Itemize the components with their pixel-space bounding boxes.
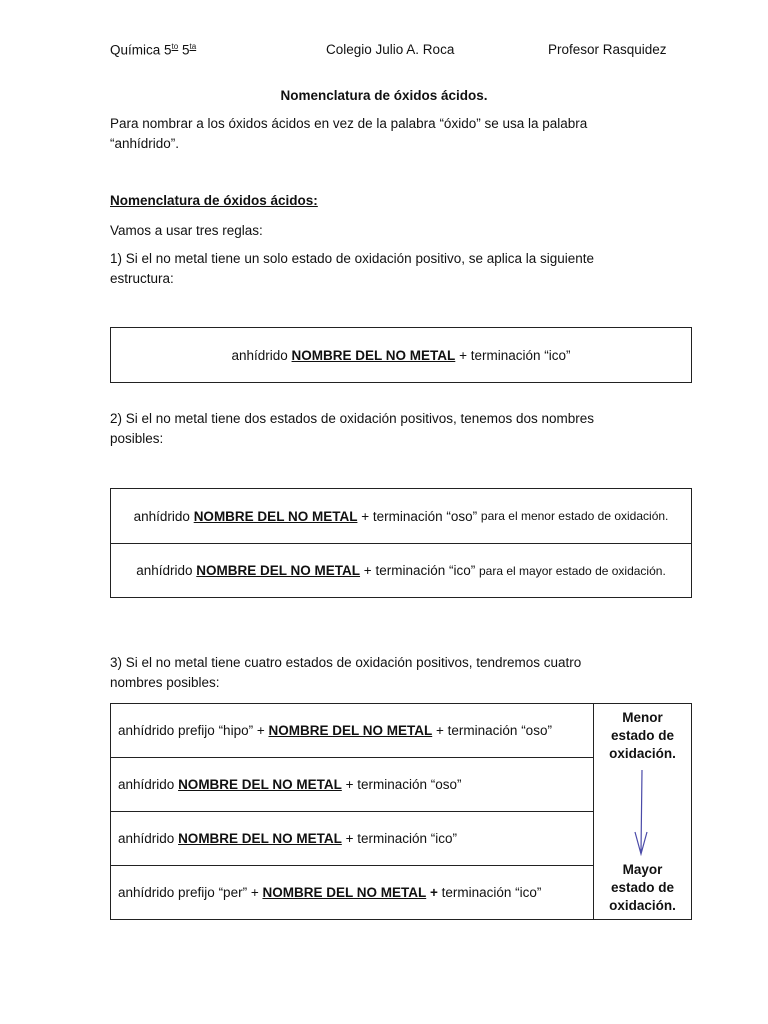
side-label-mayor: Mayor estado de oxidación. xyxy=(609,862,676,913)
rules-intro: Vamos a usar tres reglas: xyxy=(110,223,263,238)
subheading: Nomenclatura de óxidos ácidos: xyxy=(110,193,318,208)
rule1-text: estructura: xyxy=(110,271,174,286)
rule1-text: 1) Si el no metal tiene un solo estado de oxidación positivo, se aplica la siguiente xyxy=(110,251,595,266)
rule3-row-oso: anhídrido NOMBRE DEL NO METAL + terminación “oso” xyxy=(111,758,593,812)
page-title: Nomenclatura de óxidos ácidos. xyxy=(280,88,488,103)
rule3-text: 3) Si el no metal tiene cuatro estados de oxidación positivos, tendremos cuatro xyxy=(110,655,582,670)
rule2-box xyxy=(110,488,692,598)
side-label-menor: Menor estado de oxidación. xyxy=(609,710,676,761)
arrow-down-icon xyxy=(630,768,654,858)
rule3-row-ico: anhídrido NOMBRE DEL NO METAL + terminación “ico” xyxy=(111,812,593,866)
intro-line: “anhídrido”. xyxy=(110,136,180,151)
rule2-text: 2) Si el no metal tiene dos estados de oxidación positivos, tenemos dos nombres xyxy=(110,411,595,426)
rule1-box xyxy=(110,327,692,383)
header-subject: Química $5^{to}$ $5^{ta}$ xyxy=(110,42,197,58)
header-teacher: Profesor Rasquidez xyxy=(548,42,667,57)
rule2-formula-oso: anhídrido NOMBRE DEL NO METAL + terminación “oso” para el menor estado de oxidación. xyxy=(111,489,691,544)
rule2-formula-ico: anhídrido NOMBRE DEL NO METAL + terminación “ico” para el mayor estado de oxidación. xyxy=(136,563,666,578)
rule2-text: posibles: xyxy=(110,431,164,446)
rule3-table xyxy=(110,703,692,920)
rule3-row-hipo: anhídrido prefijo “hipo” + NOMBRE DEL NO METAL + terminación “oso” xyxy=(111,704,593,758)
header-school: Colegio Julio A. Roca xyxy=(326,42,455,57)
rule1-formula: anhídrido NOMBRE DEL NO METAL + terminación “ico” xyxy=(231,347,571,363)
rule3-row-per: anhídrido prefijo “per” + NOMBRE DEL NO METAL + terminación “ico” xyxy=(118,885,542,900)
rule3-text: nombres posibles: xyxy=(110,675,220,690)
intro-line: Para nombrar a los óxidos ácidos en vez de la palabra “óxido” se usa la palabra xyxy=(110,116,588,131)
